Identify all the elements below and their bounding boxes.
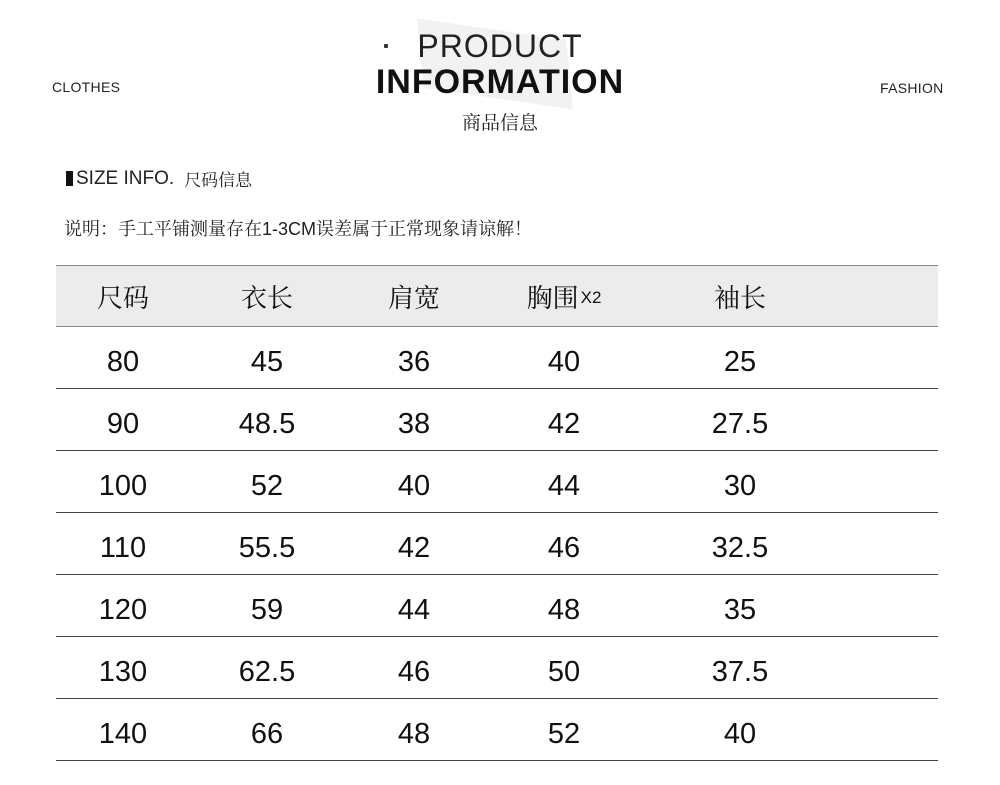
- cell-length: 62.5: [238, 656, 296, 688]
- header-cell-length: 衣长: [240, 282, 294, 313]
- fashion-label: FASHION: [880, 80, 944, 96]
- cell-sleeve: 35: [723, 594, 757, 626]
- cell-length: 55.5: [238, 532, 296, 564]
- table-body: [56, 327, 938, 761]
- table-row: [56, 575, 938, 637]
- cell-length: 52: [250, 470, 284, 502]
- header-cell-sleeve: 袖长: [713, 282, 767, 313]
- cell-chest: 46: [547, 532, 581, 564]
- title-information: INFORMATION: [375, 63, 625, 101]
- cell-sleeve: 27.5: [711, 408, 769, 440]
- cell-sleeve: 30: [723, 470, 757, 502]
- cell-shoulder: 46: [397, 656, 431, 688]
- cell-shoulder: 36: [397, 346, 431, 378]
- header-cell-chest: [527, 266, 602, 326]
- cell-shoulder: 38: [397, 408, 431, 440]
- cell-size: 80: [106, 346, 140, 378]
- size-info-heading: [66, 166, 252, 191]
- header-cell-shoulder: 肩宽: [387, 282, 441, 313]
- size-table: [56, 265, 938, 761]
- cell-shoulder: 42: [397, 532, 431, 564]
- cell-chest: 42: [547, 408, 581, 440]
- cell-sleeve: 40: [723, 718, 757, 750]
- table-row: [56, 451, 938, 513]
- clothes-label: CLOTHES: [52, 79, 121, 95]
- cell-size: 90: [106, 408, 140, 440]
- cell-chest: 52: [547, 718, 581, 750]
- cell-sleeve: 32.5: [711, 532, 769, 564]
- cell-size: 110: [99, 532, 147, 564]
- cell-length: 48.5: [238, 408, 296, 440]
- heading-bar-icon: [66, 171, 73, 186]
- cell-chest: 44: [547, 470, 581, 502]
- cell-length: 45: [250, 346, 284, 378]
- cell-size: 120: [98, 594, 148, 626]
- cell-sleeve: 25: [723, 346, 757, 378]
- cell-shoulder: 40: [397, 470, 431, 502]
- header-cell-chest-label: 胸围: [526, 282, 579, 313]
- cell-shoulder: 48: [397, 718, 431, 750]
- table-header: [56, 265, 938, 327]
- header-cell-size: 尺码: [96, 282, 150, 313]
- title-product: PRODUCT: [417, 28, 583, 64]
- table-row: [56, 327, 938, 389]
- size-info-heading-cn: 尺码信息: [184, 171, 253, 190]
- cell-sleeve: 37.5: [711, 656, 769, 688]
- table-row: [56, 389, 938, 451]
- cell-size: 100: [98, 470, 148, 502]
- measurement-note: 说明：手工平铺测量存在1-3CM误差属于正常现象请谅解！: [64, 219, 533, 239]
- size-info-heading-en: SIZE INFO.: [76, 167, 175, 189]
- table-row: [56, 637, 938, 699]
- cell-length: 66: [250, 718, 284, 750]
- cell-chest: 40: [547, 346, 581, 378]
- title-chinese: 商品信息: [461, 113, 538, 134]
- table-row: [56, 699, 938, 761]
- cell-chest: 50: [547, 656, 581, 688]
- header-cell-chest-suffix: X2: [580, 288, 602, 307]
- table-row: [56, 513, 938, 575]
- cell-shoulder: 44: [397, 594, 431, 626]
- cell-size: 140: [98, 718, 148, 750]
- cell-size: 130: [98, 656, 148, 688]
- cell-chest: 48: [547, 594, 581, 626]
- cell-length: 59: [250, 594, 284, 626]
